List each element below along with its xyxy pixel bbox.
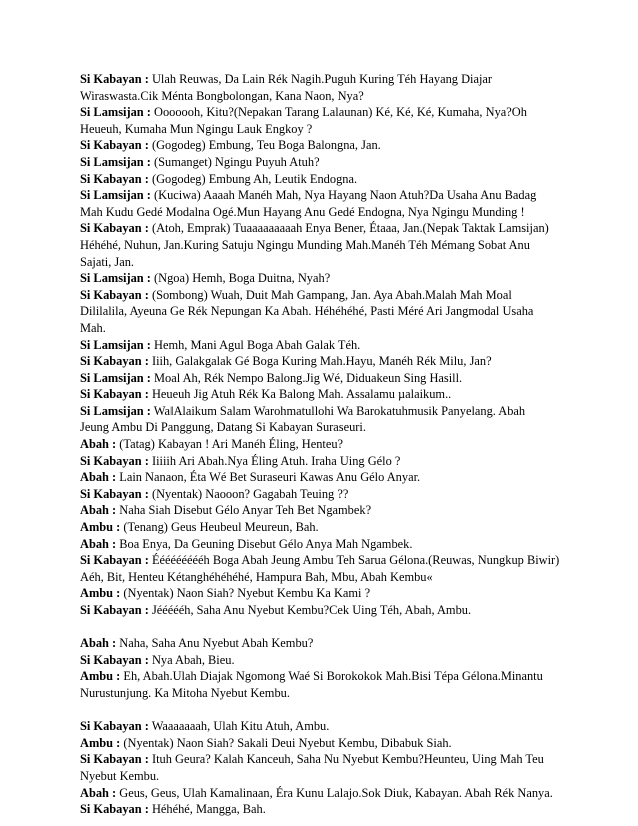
- dialogue-line: [80, 751, 580, 768]
- speaker-name: Si Kabayan :: [80, 752, 149, 767]
- dialogue-text: Ulah Reuwas, Da Lain Rék Nagih.Puguh Kuring Téh Hayang Diajar: [148, 72, 493, 86]
- speaker-name: Abah :: [80, 636, 117, 651]
- speaker-name: Abah :: [80, 437, 117, 452]
- dialogue-line: [80, 303, 580, 320]
- blank-line: [80, 619, 580, 636]
- dialogue-text: Dililalila, Ayeuna Ge Rék Nepungan Ka Abah. Héhéhéhé, Pasti Méré Ari Jangmodal Usaha: [80, 304, 534, 319]
- speaker-name: Abah :: [80, 503, 117, 518]
- speaker-name: Si Lamsijan :: [80, 403, 151, 418]
- dialogue-line: [80, 668, 580, 685]
- document-page: [80, 71, 580, 818]
- speaker-name: Abah :: [80, 470, 117, 485]
- dialogue-line: [80, 768, 580, 785]
- speaker-name: Si Lamsijan :: [80, 370, 151, 385]
- dialogue-line: [80, 469, 580, 486]
- speaker-name: Si Kabayan :: [80, 553, 149, 568]
- dialogue-text: (Nyentak) Naon Siah? Sakali Deui Nyebut Kembu, Dibabuk Siah.: [120, 735, 452, 750]
- speaker-name: Ambu :: [80, 735, 121, 750]
- dialogue-text: Boa Enya, Da Geuning Disebut Gélo Anya Mah Ngambek.: [116, 536, 413, 551]
- speaker-name: Si Kabayan :: [80, 287, 149, 302]
- blank-line: [80, 702, 580, 719]
- dialogue-text: Sajati, Jan.: [80, 254, 135, 269]
- dialogue-text: Lain Nanaon, Éta Wé Bet Suraseuri Kawas Anu Gélo Anyar.: [116, 470, 421, 485]
- dialogue-line: [80, 104, 580, 121]
- dialogue-line: [80, 137, 580, 154]
- dialogue-text: (Nyentak) Naooon? Gagabah Teuing ??: [148, 486, 349, 501]
- dialogue-line: [80, 652, 580, 669]
- dialogue-text: Éééééééééh Boga Abah Jeung Ambu Teh Sarua Gélona.(Reuwas, Nungkup Biwir): [148, 553, 560, 568]
- speaker-name: Si Lamsijan :: [80, 188, 151, 203]
- speaker-name: Ambu :: [80, 586, 121, 601]
- dialogue-line: [80, 453, 580, 470]
- speaker-name: Si Kabayan :: [80, 603, 149, 617]
- dialogue-text: (Tatag) Kabayan ! Ari Manéh Éling, Henteu?: [116, 437, 344, 452]
- dialogue-text: (Gogodeg) Embung, Teu Boga Balongna, Jan.: [148, 138, 381, 153]
- dialogue-text: (Tenang) Geus Heubeul Meureun, Bah.: [120, 520, 319, 535]
- dialogue-text: Héhéhé, Mangga, Bah.: [148, 802, 266, 817]
- dialogue-line: [80, 386, 580, 403]
- speaker-name: Si Kabayan :: [80, 719, 149, 734]
- dialogue-text: (Atoh, Emprak) Tuaaaaaaaaah Enya Bener, Étaaa, Jan.(Nepak Taktak Lamsijan): [148, 221, 549, 236]
- dialogue-line: [80, 602, 580, 619]
- dialogue-text: Wiraswasta.Cik Ménta Bongbolongan, Kana Naon, Nya?: [80, 88, 364, 103]
- dialogue-line: [80, 585, 580, 602]
- speaker-name: Abah :: [80, 785, 117, 800]
- dialogue-line: [80, 187, 580, 204]
- dialogue-line: [80, 237, 580, 254]
- dialogue-line: [80, 171, 580, 188]
- dialogue-line: [80, 685, 580, 702]
- dialogue-line: [80, 320, 580, 337]
- dialogue-text: Nya Abah, Bieu.: [148, 652, 235, 667]
- dialogue-text: Nyebut Kembu.: [80, 768, 160, 783]
- dialogue-line: [80, 502, 580, 519]
- dialogue-text: (Sombong) Wuah, Duit Mah Gampang, Jan. Aya Abah.Malah Mah Moal: [148, 287, 512, 302]
- dialogue-line: [80, 71, 580, 88]
- speaker-name: Si Kabayan :: [80, 652, 149, 667]
- speaker-name: Si Lamsijan :: [80, 105, 151, 120]
- dialogue-line: [80, 419, 580, 436]
- dialogue-text: Jeung Ambu Di Panggung, Datang Si Kabayan Suraseuri.: [80, 420, 366, 435]
- speaker-name: Si Kabayan :: [80, 171, 149, 186]
- speaker-name: Ambu :: [80, 520, 121, 535]
- dialogue-text: Hemh, Mani Agul Boga Abah Galak Téh.: [150, 337, 361, 352]
- dialogue-line: [80, 204, 580, 221]
- dialogue-text: Moal Ah, Rék Nempo Balong.Jig Wé, Diduakeun Sing Hasill.: [150, 370, 463, 385]
- speaker-name: Si Kabayan :: [80, 453, 149, 468]
- dialogue-text: Iiiiih Ari Abah.Nya Éling Atuh. Iraha Uing Gélo ?: [148, 453, 401, 468]
- dialogue-text: Nurustunjung. Ka Mitoha Nyebut Kembu.: [80, 685, 290, 700]
- speaker-name: Si Kabayan :: [80, 221, 149, 236]
- dialogue-line: [80, 536, 580, 553]
- dialogue-line: [80, 370, 580, 387]
- speaker-name: Ambu :: [80, 669, 121, 684]
- dialogue-text: (Gogodeg) Embung Ah, Leutik Endogna.: [148, 171, 358, 186]
- dialogue-text: (Ngoa) Hemh, Boga Duitna, Nyah?: [150, 271, 331, 286]
- dialogue-line: [80, 220, 580, 237]
- dialogue-line: [80, 270, 580, 287]
- dialogue-text: Heueuh, Kumaha Mun Ngingu Lauk Engkoy ?: [80, 121, 313, 136]
- dialogue-line: [80, 254, 580, 271]
- speaker-name: Si Kabayan :: [80, 802, 149, 817]
- dialogue-text: Naha, Saha Anu Nyebut Abah Kembu?: [116, 636, 314, 651]
- dialogue-line: [80, 88, 580, 105]
- dialogue-line: [80, 337, 580, 354]
- dialogue-text: Héhéhé, Nuhun, Jan.Kuring Satuju Ngingu Munding Mah.Manéh Téh Mémang Sobat Anu: [80, 237, 530, 252]
- dialogue-line: [80, 121, 580, 138]
- dialogue-line: [80, 353, 580, 370]
- speaker-name: Si Lamsijan :: [80, 337, 151, 352]
- dialogue-line: [80, 552, 580, 569]
- dialogue-text: Wa‖Alaikum Salam Warohmatullohi Wa Barokatuhmusik Panyelang. Abah: [150, 403, 526, 418]
- dialogue-text: Iiih, Galakgalak Gé Boga Kuring Mah.Hayu, Manéh Rék Milu, Jan?: [148, 354, 492, 369]
- dialogue-line: [80, 436, 580, 453]
- speaker-name: Si Lamsijan :: [80, 271, 151, 286]
- dialogue-line: [80, 635, 580, 652]
- dialogue-text: Eh, Abah.Ulah Diajak Ngomong Waé Si Borokokok Mah.Bisi Tépa Gélona.Minantu: [120, 669, 543, 684]
- dialogue-line: [80, 287, 580, 304]
- dialogue-line: [80, 735, 580, 752]
- speaker-name: Abah :: [80, 536, 117, 551]
- dialogue-line: [80, 403, 580, 420]
- dialogue-line: [80, 569, 580, 586]
- dialogue-text: (Sumanget) Ngingu Puyuh Atuh?: [150, 154, 320, 169]
- dialogue-line: [80, 519, 580, 536]
- speaker-name: Si Kabayan :: [80, 486, 149, 501]
- dialogue-text: Aéh, Bit, Henteu Kétanghéhéhéhé, Hampura Bah, Mbu, Abah Kembu«: [80, 569, 433, 584]
- dialogue-line: [80, 785, 580, 802]
- dialogue-text: Mah.: [80, 320, 106, 335]
- speaker-name: Si Kabayan :: [80, 138, 149, 153]
- dialogue-text: Geus, Geus, Ulah Kamalinaan, Éra Kunu Lalajo.Sok Diuk, Kabayan. Abah Rék Nanya.: [116, 785, 553, 800]
- dialogue-line: [80, 801, 580, 818]
- speaker-name: Si Lamsijan :: [80, 154, 151, 169]
- dialogue-line: [80, 154, 580, 171]
- dialogue-text: (Nyentak) Naon Siah? Nyebut Kembu Ka Kami ?: [120, 586, 371, 601]
- speaker-name: Si Kabayan :: [80, 354, 149, 369]
- dialogue-text: Ituh Geura? Kalah Kanceuh, Saha Nu Nyebut Kembu?Heunteu, Uing Mah Teu: [148, 752, 544, 767]
- dialogue-text: Ooooooh, Kitu?(Nepakan Tarang Lalaunan) Ké, Ké, Ké, Kumaha, Nya?Oh: [150, 105, 527, 120]
- dialogue-text: Naha Siah Disebut Gélo Anyar Teh Bet Ngambek?: [116, 503, 372, 518]
- dialogue-text: (Kuciwa) Aaaah Manéh Mah, Nya Hayang Naon Atuh?Da Usaha Anu Badag: [150, 188, 537, 203]
- dialogue-line: [80, 486, 580, 503]
- dialogue-text: Jéééééh, Saha Anu Nyebut Kembu?Cek Uing Téh, Abah, Ambu.: [148, 603, 472, 617]
- speaker-name: Si Kabayan :: [80, 387, 149, 402]
- dialogue-text: Mah Kudu Gedé Modalna Ogé.Mun Hayang Anu Gedé Endogna, Nya Ngingu Munding !: [80, 204, 525, 219]
- dialogue-line: [80, 718, 580, 735]
- speaker-name: Si Kabayan :: [80, 72, 149, 86]
- dialogue-text: Heueuh Jig Atuh Rék Ka Balong Mah. Assalamu µalaikum..: [148, 387, 452, 402]
- dialogue-text: Waaaaaaah, Ulah Kitu Atuh, Ambu.: [148, 719, 330, 734]
